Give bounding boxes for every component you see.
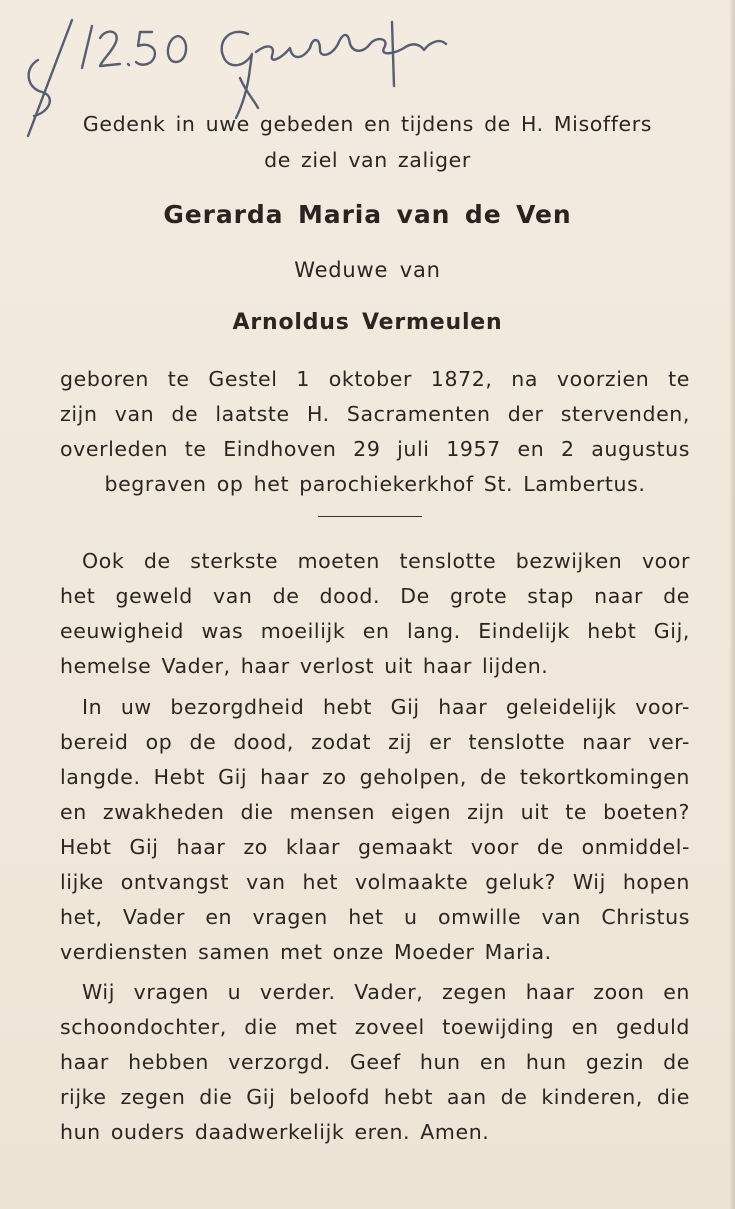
paragraph-line: langde. Hebt Gij haar zo geholpen, de tekortkomingen (60, 765, 690, 789)
paragraph-3 (60, 975, 690, 1150)
paragraph-line: Wij vragen u verder. Vader, zegen haar zoon en (82, 980, 690, 1004)
husband-name: Arnoldus Vermeulen (232, 310, 503, 335)
deceased-name: Gerarda Maria van de Ven (163, 200, 572, 229)
paragraph-line: haar hebben verzorgd. Geef hun en hun gezin de (60, 1050, 690, 1074)
paragraph-line: lijke ontvangst van het volmaakte geluk? Wij hopen (60, 870, 690, 894)
biography (60, 362, 690, 502)
paragraph-line: het geweld van de dood. De grote stap naar de (60, 584, 690, 608)
bio-line: overleden te Eindhoven 29 juli 1957 en 2 augustus (60, 437, 690, 461)
bio-line: begraven op het parochiekerkhof St. Lambertus. (104, 472, 646, 496)
bio-line: geboren te Gestel 1 oktober 1872, na voorzien te (60, 367, 690, 391)
section-divider (318, 516, 422, 517)
paragraph-line: en zwakheden die mensen eigen zijn uit te boeten? (60, 800, 690, 824)
paragraph-line: schoondochter, die met zoveel toewijding en geduld (60, 1015, 690, 1039)
paragraph-line: hun ouders daadwerkelijk eren. Amen. (60, 1120, 490, 1144)
paragraph-line: Hebt Gij haar zo klaar gemaakt voor de onmiddel- (60, 835, 690, 859)
paragraph-line: hemelse Vader, haar verlost uit haar lijden. (60, 654, 549, 678)
paragraph-line: bereid op de dood, zodat zij er tenslotte naar ver- (60, 730, 690, 754)
paragraph-line: het, Vader en vragen het u omwille van Christus (60, 905, 690, 929)
card-edge-shadow (729, 0, 735, 1209)
paragraph-line: Ook de sterkste moeten tenslotte bezwijken voor (82, 549, 690, 573)
intro-line-2: de ziel van zaliger (264, 148, 471, 172)
paragraph-line: eeuwigheid was moeilijk en lang. Eindelijk hebt Gij, (60, 619, 690, 643)
paragraph-1 (60, 544, 690, 684)
paragraph-line: verdiensten samen met onze Moeder Maria. (60, 940, 552, 964)
bio-line: zijn van de laatste H. Sacramenten der stervenden, (60, 402, 690, 426)
paragraph-2 (60, 690, 690, 970)
paragraph-line: rijke zegen die Gij beloofd hebt aan de kinderen, die (60, 1085, 690, 1109)
paragraph-line: In uw bezorgdheid hebt Gij haar geleidelijk voor- (82, 695, 690, 719)
intro-line-1: Gedenk in uwe gebeden en tijdens de H. Misoffers (82, 112, 653, 136)
widow-of-label: Weduwe van (294, 258, 441, 282)
